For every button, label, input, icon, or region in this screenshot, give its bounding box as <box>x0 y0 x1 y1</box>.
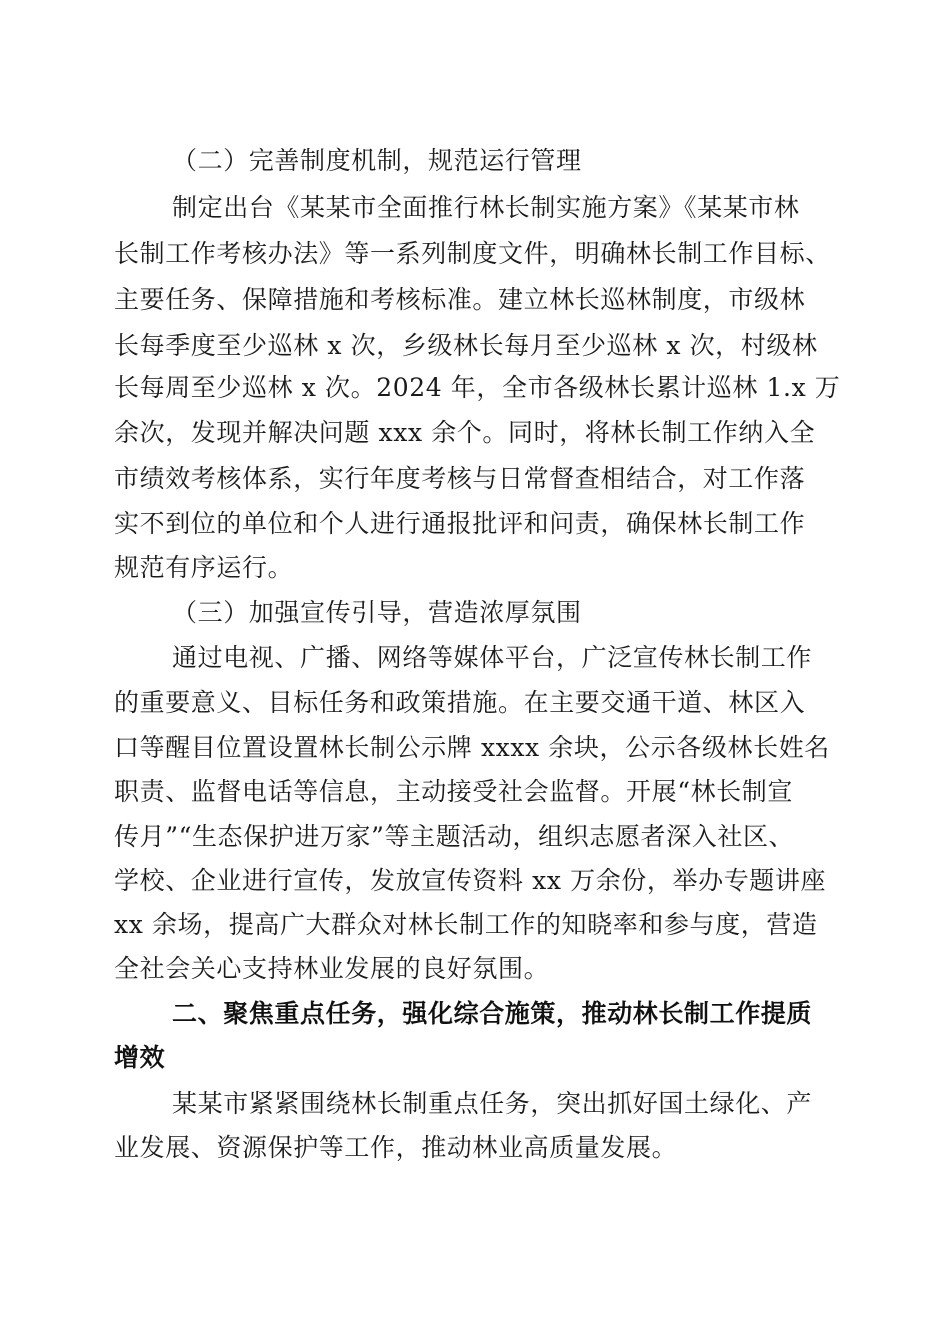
paragraph-line: 学校、企业进行宣传，发放宣传资料 xx 万余份，举办专题讲座 <box>114 866 827 895</box>
paragraph-line: 口等醒目位置设置林长制公示牌 xxxx 余块，公示各级林长姓名 <box>114 733 830 762</box>
paragraph-line: 实不到位的单位和个人进行通报批评和问责，确保林长制工作 <box>114 509 806 538</box>
paragraph-line: 传月”“生态保护进万家”等主题活动，组织志愿者深入社区、 <box>114 822 795 851</box>
paragraph-line: 长制工作考核办法》等一系列制度文件，明确林长制工作目标、 <box>114 239 831 268</box>
paragraph-line: 职责、监督电话等信息，主动接受社会监督。开展“林长制宣 <box>114 777 793 806</box>
paragraph-line: 市绩效考核体系，实行年度考核与日常督查相结合，对工作落 <box>114 464 806 493</box>
section-heading-line: 增效 <box>114 1043 166 1072</box>
paragraph-line: 长每周至少巡林 x 次。2024 年，全市各级林长累计巡林 1.x 万 <box>114 373 841 402</box>
paragraph-line: 全社会关心支持林业发展的良好氛围。 <box>114 954 550 983</box>
paragraph-line: 主要任务、保障措施和考核标准。建立林长巡林制度，市级林 <box>114 285 806 314</box>
paragraph-line: 的重要意义、目标任务和政策措施。在主要交通干道、林区入 <box>114 688 806 717</box>
subsection-heading-3: （三）加强宣传引导，营造浓厚氛围 <box>172 598 582 627</box>
paragraph-line: 长每季度至少巡林 x 次，乡级林长每月至少巡林 x 次，村级林 <box>114 331 818 360</box>
paragraph-line: 业发展、资源保护等工作，推动林业高质量发展。 <box>114 1133 678 1162</box>
paragraph-line: xx 余场，提高广大群众对林长制工作的知晓率和参与度，营造 <box>114 910 818 939</box>
section-heading-line: 二、聚焦重点任务，强化综合施策，推动林长制工作提质 <box>172 999 813 1028</box>
paragraph-line: 通过电视、广播、网络等媒体平台，广泛宣传林长制工作 <box>172 643 813 672</box>
paragraph-line: 余次，发现并解决问题 xxx 余个。同时，将林长制工作纳入全 <box>114 418 816 447</box>
subsection-heading-2: （二）完善制度机制，规范运行管理 <box>172 146 582 175</box>
paragraph-line: 制定出台《某某市全面推行林长制实施方案》《某某市林 <box>172 193 800 222</box>
paragraph-line: 某某市紧紧围绕林长制重点任务，突出抓好国土绿化、产 <box>172 1089 813 1118</box>
paragraph-line: 规范有序运行。 <box>114 553 294 582</box>
